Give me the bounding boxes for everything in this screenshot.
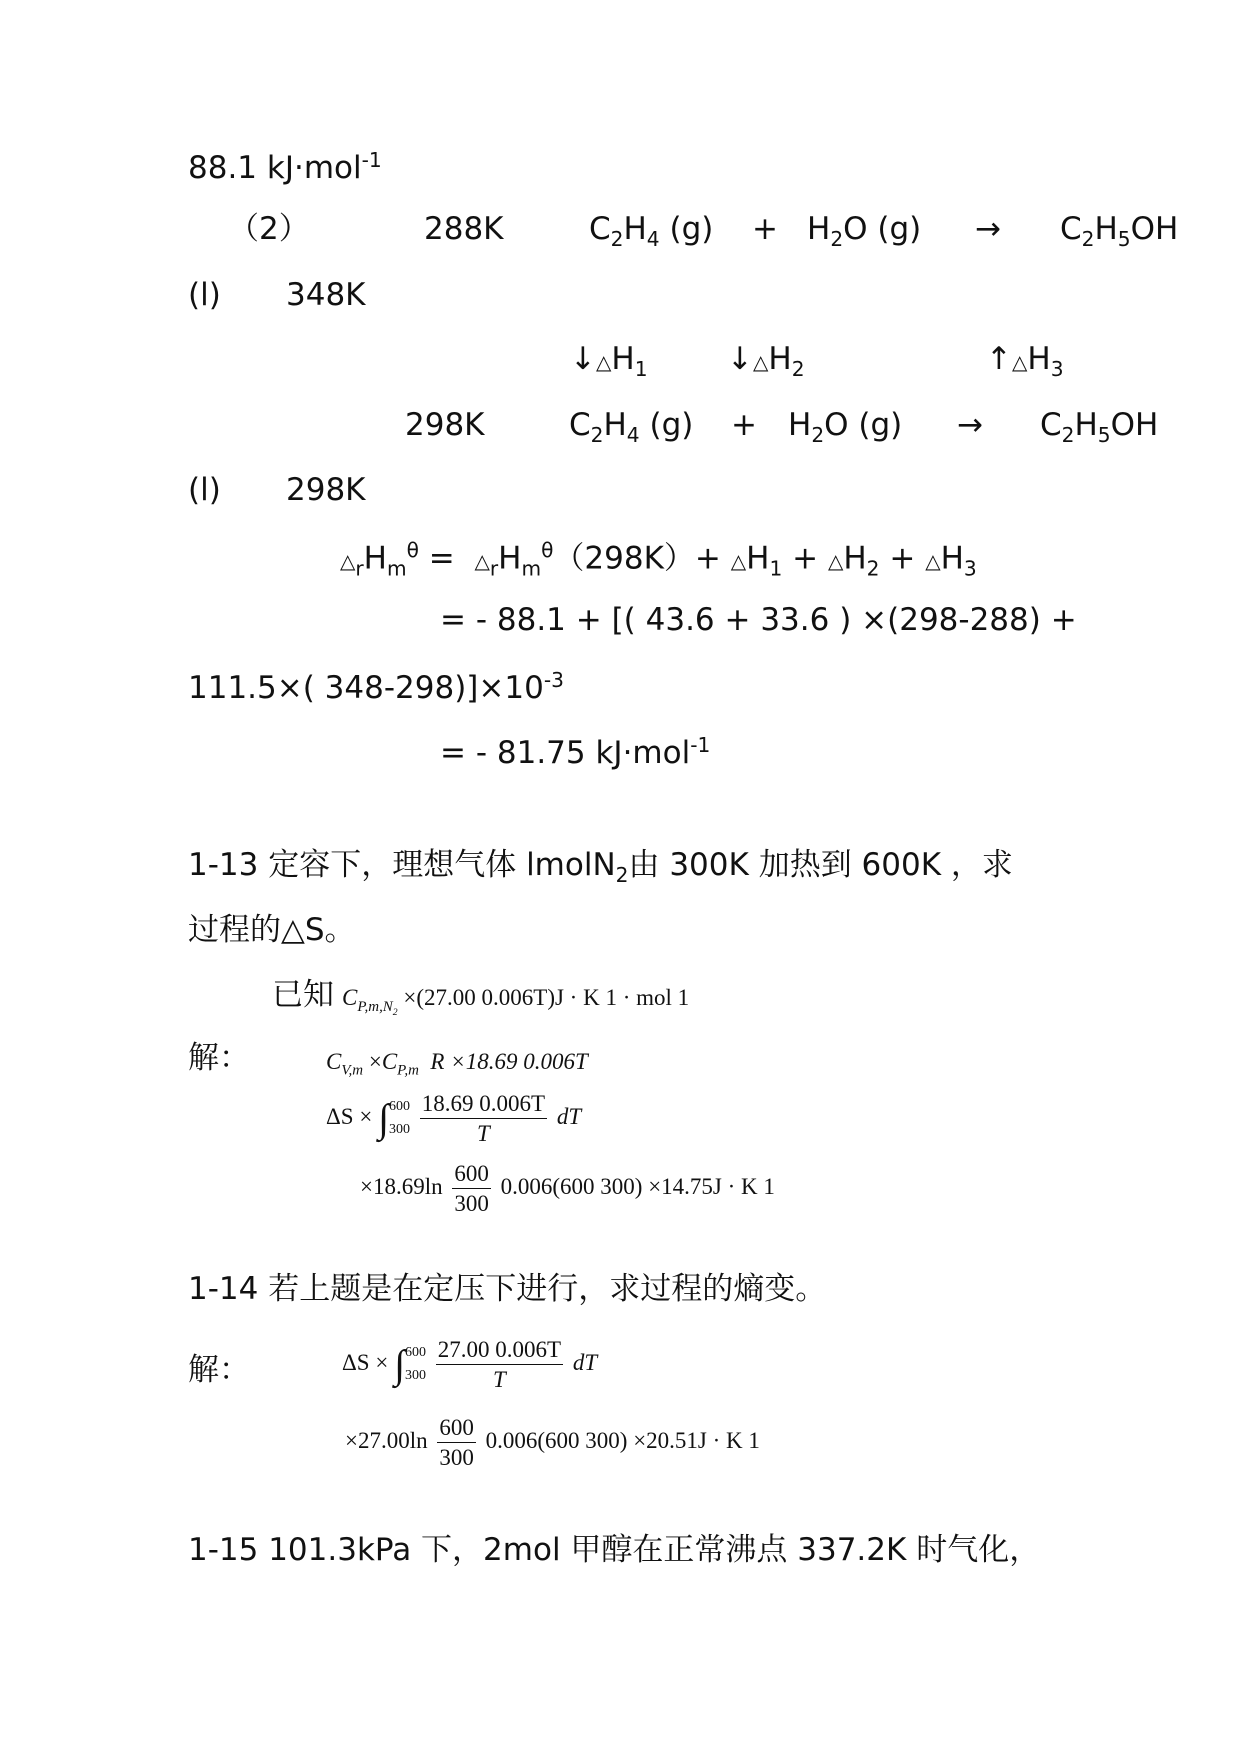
problem-1-13-title — [188, 847, 1013, 888]
result-line — [188, 148, 382, 187]
entropy-result-114 — [345, 1416, 760, 1469]
reaction-temp-298: 298K — [405, 407, 485, 443]
result-b-114: 0.006(600 300) ×20.51J · K 1 — [485, 1427, 760, 1453]
result-den-113: 300 — [454, 1191, 489, 1216]
reaction-arrow: → — [975, 211, 1001, 247]
p113-title-sub: 2 — [615, 863, 629, 888]
differential-114: dT — [572, 1349, 598, 1375]
lower-limit-113: 300 — [389, 1121, 411, 1137]
product-c2h5oh-298: $C_2H_5OH$ — [1040, 407, 1159, 448]
product-c2h5oh: $C_2H_5OH$ — [1060, 211, 1179, 252]
differential-113: dT — [556, 1103, 582, 1129]
integrand-num-113: 18.69 0.006T — [420, 1092, 547, 1119]
entropy-result-113 — [360, 1162, 775, 1215]
delta-h2: $↓\triangle H_2$ — [727, 341, 805, 382]
upper-limit-113: 600 — [389, 1099, 411, 1115]
plus-sign-298: + — [731, 407, 757, 443]
integrand-num-114: 27.00 0.006T — [436, 1338, 563, 1365]
result-text: 88.1 kJ·mol — [188, 150, 362, 187]
solution-label-113: 解： — [188, 1040, 250, 1076]
result-num-114: 600 — [437, 1416, 476, 1443]
upper-limit-114: 600 — [405, 1345, 427, 1361]
problem-1-14-title: 1-14 若上题是在定压下进行，求过程的熵变。 — [188, 1271, 827, 1307]
problem-1-15-title: 1-15 101.3kPa 下，2mol 甲醇在正常沸点 337.2K 时气化， — [188, 1532, 1041, 1568]
product-temp-298: 298K — [286, 472, 366, 508]
result-sup: -1 — [361, 148, 382, 172]
integrand-den-113: T — [477, 1121, 490, 1146]
delta-h3: $↑\triangle H_3$ — [986, 341, 1064, 382]
reactant-c2h4-298: $C_2H_4$ (g) — [569, 407, 694, 448]
given-eq-text: (27.00 0.006T)J · K 1 · mol 1 — [416, 985, 690, 1010]
result-a-113: ×18.69ln — [360, 1173, 443, 1199]
given-equation: $C_{P,m,N_2} \times(27.00$ 0.006T)J · K 1 · mol 1 — [342, 985, 690, 1018]
p113-title-a: 1-13 定容下，理想气体 lmolN — [188, 847, 616, 883]
hess-result — [440, 733, 711, 772]
hess-result-text: = - 81.75 kJ·mol — [440, 735, 691, 772]
result-b-113: 0.006(600 300) ×14.75J · K 1 — [500, 1173, 775, 1199]
liquid-mark: (l) — [188, 277, 221, 313]
reaction-label: （2） — [228, 211, 310, 247]
integrand-den-114: T — [493, 1367, 506, 1392]
hess-substitution: = - 88.1 + [( 43.6 + 33.6 ) ×(298-288) + — [440, 602, 1077, 638]
reactant-c2h4: $C_2H_4$ (g) — [589, 211, 714, 252]
delta-h1: $↓\triangle H_1$ — [570, 341, 648, 382]
reactant-h2o-298: $H_2O$ (g) — [788, 407, 903, 448]
entropy-integral-114: ΔS × ∫600 300 $\frac{27.00 0.006T}{T}$ dT — [342, 1337, 598, 1392]
entropy-integral-113: ΔS × ∫600 300 $\frac{18.69 0.006T}{T}$ dT — [326, 1091, 582, 1146]
reactant-h2o: $H_2O$ (g) — [807, 211, 922, 252]
liquid-mark-298: (l) — [188, 472, 221, 508]
hess-substitution-cont — [188, 668, 564, 707]
result-num-113: 600 — [452, 1162, 491, 1189]
plus-sign: + — [752, 211, 778, 247]
reaction-temp-288: 288K — [424, 211, 504, 247]
result-a-114: ×27.00ln — [345, 1427, 428, 1453]
product-temp-348: 348K — [286, 277, 366, 313]
problem-1-13-title-cont: 过程的△S。 — [188, 912, 356, 948]
hess-result-sup: -1 — [690, 733, 711, 757]
hess-cont-sup: -3 — [543, 668, 564, 692]
p113-title-b: 由 300K 加热到 600K ，求 — [628, 847, 1013, 883]
cv-eq-text: R ×18.69 0.006T — [430, 1049, 588, 1074]
reaction-arrow-298: → — [957, 407, 983, 443]
lower-limit-114: 300 — [405, 1367, 427, 1383]
hess-cont-text: 111.5×( 348-298)]×10 — [188, 670, 544, 707]
given-label: 已知 — [272, 977, 334, 1013]
cv-equation: $C_{V,m} \times C_{P,m}$ R ×18.69 0.006T — [326, 1049, 588, 1079]
result-den-114: 300 — [439, 1445, 474, 1470]
hess-equation: $\triangle_rH_m^\theta$ = $\triangle_rH_m^\theta(298K)+$ $\triangle H_1$ + $\triangle H_2$ + $\triangle H_3$ — [340, 538, 977, 581]
solution-label-114: 解： — [188, 1352, 250, 1388]
